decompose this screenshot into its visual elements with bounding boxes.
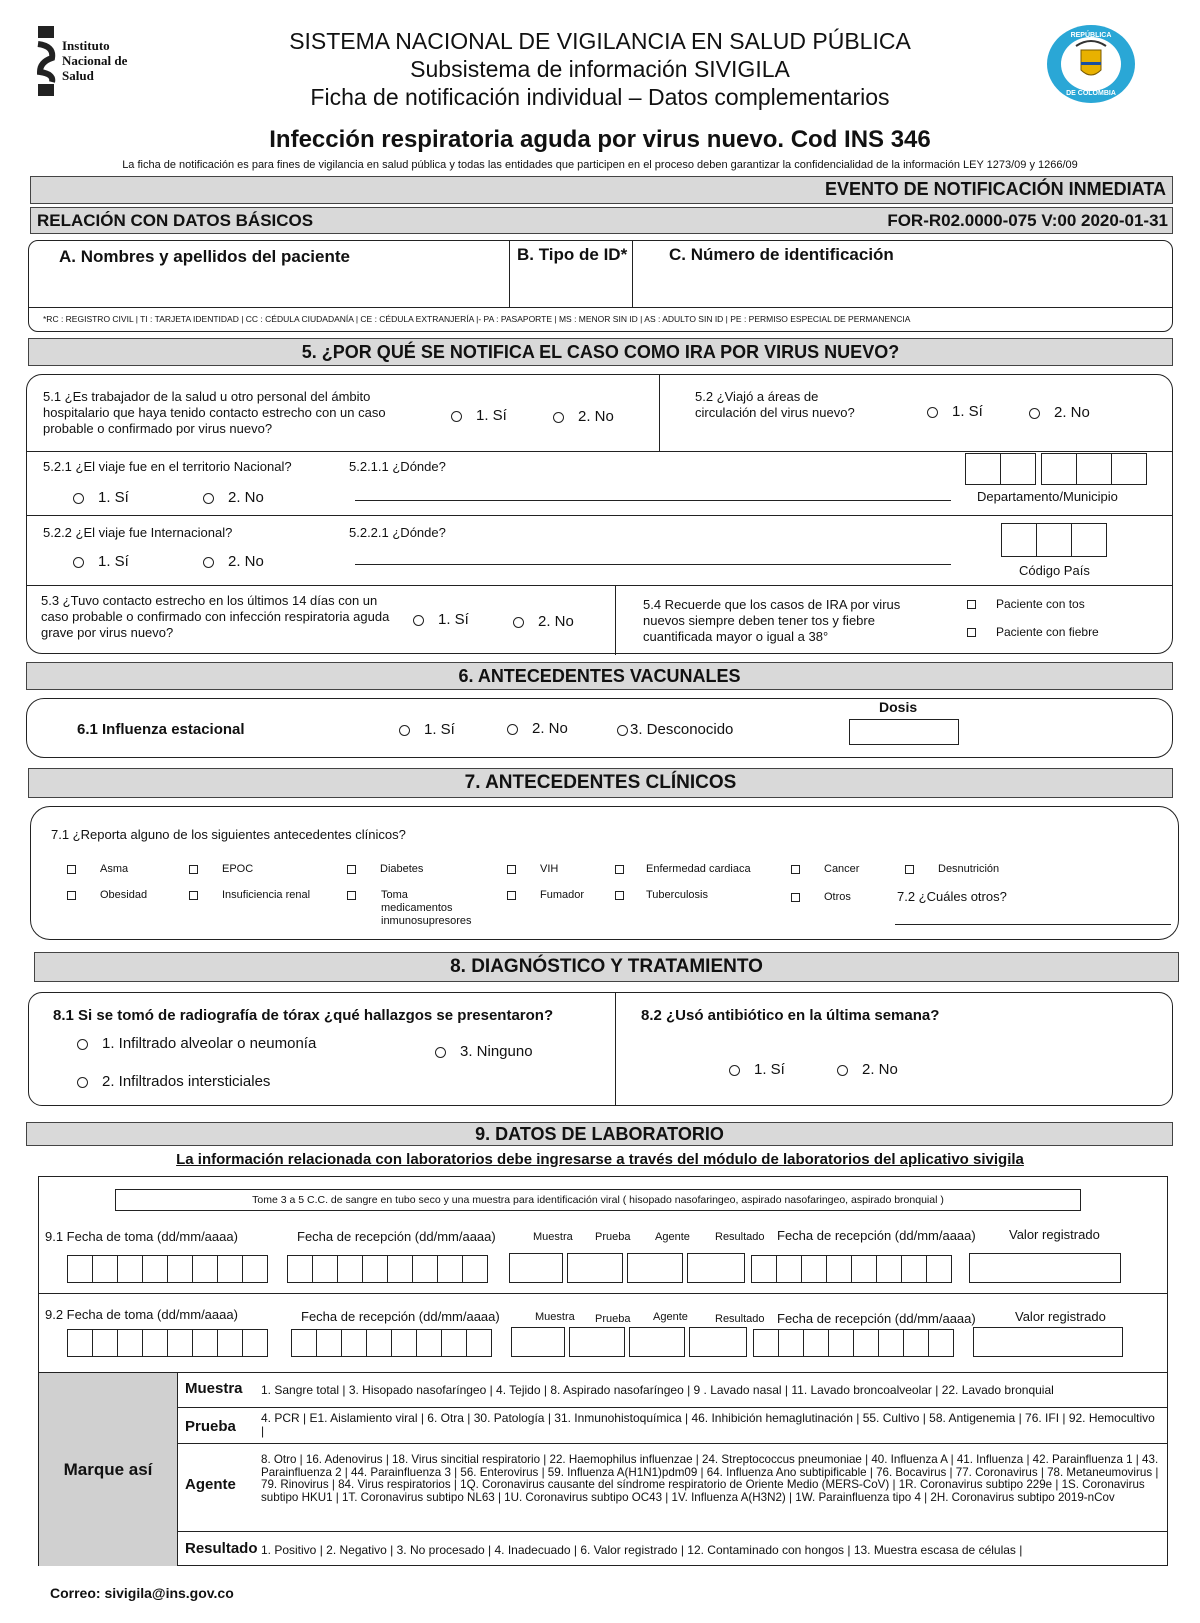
q61-text: 6.1 Influenza estacional (77, 721, 245, 738)
section5-title: 5. ¿POR QUÉ SE NOTIFICA EL CASO COMO IRA POR VIRUS NUEVO? (28, 338, 1173, 366)
legend-agente-row (177, 1444, 1167, 1532)
r2-date-field[interactable] (67, 1329, 267, 1357)
q5221-text: 5.2.2.1 ¿Dónde? (349, 525, 446, 540)
q522-text: 5.2.2 ¿El viaje fue Internacional? (43, 525, 233, 540)
q5211-field[interactable] (355, 487, 951, 501)
id-type-field[interactable] (511, 267, 629, 303)
r2-reception-field[interactable] (291, 1329, 491, 1357)
legend-resultado-row (177, 1532, 1167, 1566)
subsystem-title: Subsistema de información SIVIGILA (410, 56, 790, 82)
legend-resultado-values: 1. Positivo | 2. Negativo | 3. No procesado | 4. Inadecuado | 6. Valor registrado | 12. Contaminado con hongos | 13. Muestra escasa de células | (261, 1543, 1023, 1557)
basic-data-bar (30, 207, 1173, 234)
lab-subtitle: La información relacionada con laboratorios debe ingresarse a través del módulo de laboratorios del aplicativo sivigila (176, 1151, 1024, 1168)
q51-yes[interactable]: 1. Sí (451, 407, 507, 424)
q81-opt1[interactable]: 1. Infiltrado alveolar o neumonía (77, 1035, 316, 1052)
cb-desnutricion[interactable]: Desnutrición (905, 863, 999, 875)
r2-agent-field[interactable] (629, 1327, 685, 1357)
r2-reception2-label: Fecha de recepción (dd/mm/aaaa) (777, 1311, 976, 1326)
seal-bottom-text: DE COLOMBIA (1066, 90, 1116, 97)
fever-checkbox[interactable]: Paciente con fiebre (967, 625, 1099, 639)
patient-name-label: A. Nombres y apellidos del paciente (59, 247, 350, 266)
q72-field[interactable] (895, 911, 1171, 925)
cough-checkbox[interactable]: Paciente con tos (967, 597, 1085, 611)
r2-sample-label: Muestra (535, 1311, 575, 1323)
r2-agent-label: Agente (653, 1311, 688, 1323)
q52-yes[interactable]: 1. Sí (927, 403, 983, 420)
event-title: Infección respiratoria aguda por virus nuevo. Cod INS 346 (269, 126, 931, 153)
department-municipality-code[interactable] (965, 453, 1146, 485)
r1-sample-label: Muestra (533, 1231, 573, 1243)
r2-result-field[interactable] (689, 1327, 747, 1357)
q52-text: 5.2 ¿Viajó a áreas de circulación del virus nuevo? (695, 389, 855, 420)
r1-reception2-label: Fecha de recepción (dd/mm/aaaa) (777, 1228, 976, 1243)
section9-title: 9. DATOS DE LABORATORIO (26, 1122, 1173, 1146)
q61-unknown[interactable]: 3. Desconocido (617, 721, 733, 738)
q52-no[interactable]: 2. No (1029, 404, 1090, 421)
q51-text: 5.1 ¿Es trabajador de la salud u otro personal del ámbito hospitalario que haya tenido contacto estrecho con un caso probable o confirmado por virus nuevo? (43, 389, 386, 436)
colombia-seal (1046, 24, 1136, 104)
q61-yes[interactable]: 1. Sí (399, 721, 455, 738)
q54-text: 5.4 Recuerde que los casos de IRA por virus nuevos siempre deben tener tos y fiebre cuantificada mayor o igual a 38° (643, 597, 901, 644)
legend-prueba-label: Prueba (185, 1418, 236, 1435)
cb-renal[interactable]: Insuficiencia renal (189, 889, 310, 901)
country-code[interactable] (1001, 523, 1106, 557)
section6-title: 6. ANTECEDENTES VACUNALES (26, 662, 1173, 690)
cb-vih[interactable]: VIH (507, 863, 558, 875)
legend-title-cell (39, 1372, 177, 1566)
q81-text: 8.1 Si se tomó de radiografía de tórax ¿qué hallazgos se presentaron? (53, 1007, 554, 1024)
id-type-footnote: *RC : REGISTRO CIVIL | TI : TARJETA IDENTIDAD | CC : CÉDULA CIUDADANÍA | CE : CÉDULA EXTRANJERÍA |- PA : PASAPORTE | MS : MENOR SIN ID | AS : ADULTO SIN ID | PE : PERMISO ESPECIAL DE PERMANENCIA (43, 314, 911, 324)
r1-result-label: Resultado (715, 1231, 765, 1243)
id-type-label: B. Tipo de ID* (517, 245, 628, 264)
r1-result-field[interactable] (687, 1253, 745, 1283)
q522-yes[interactable]: 1. Sí (73, 553, 129, 570)
q53-yes[interactable]: 1. Sí (413, 611, 469, 628)
legend-muestra-row (177, 1372, 1167, 1408)
q521-yes[interactable]: 1. Sí (73, 489, 129, 506)
q53-no[interactable]: 2. No (513, 613, 574, 630)
r1-reception-label: Fecha de recepción (dd/mm/aaaa) (297, 1229, 496, 1244)
q82-no[interactable]: 2. No (837, 1061, 898, 1078)
system-title: SISTEMA NACIONAL DE VIGILANCIA EN SALUD PÚBLICA (289, 28, 911, 54)
r1-date-field[interactable] (67, 1255, 267, 1283)
patient-name-field[interactable] (29, 267, 509, 301)
event-type-bar (30, 176, 1173, 204)
ins-logo-icon (36, 26, 56, 96)
legend-muestra-values: 1. Sangre total | 3. Hisopado nasofaríngeo | 4. Tejido | 8. Aspirado nasofaríngeo | 9 . Lavado nasal | 11. Lavado broncoalveolar | 22. Lavado bronquial (261, 1383, 1054, 1397)
section7-title: 7. ANTECEDENTES CLÍNICOS (28, 768, 1173, 798)
basic-data-title: RELACIÓN CON DATOS BÁSICOS (37, 211, 314, 230)
q81-opt3[interactable]: 3. Ninguno (435, 1043, 533, 1060)
confidentiality-notice: La ficha de notificación es para fines de vigilancia en salud pública y todas las entidades que participen en el proceso deben garantizar la confidencialidad de la información LEY 1273/09 y 1266/09 (122, 159, 1078, 171)
r2-date-label: 9.2 Fecha de toma (dd/mm/aaaa) (45, 1307, 238, 1322)
legend-agente-label: Agente (185, 1476, 236, 1493)
legend-title: Marque así (63, 1460, 153, 1479)
r2-reception-label: Fecha de recepción (dd/mm/aaaa) (301, 1309, 500, 1324)
id-number-label: C. Número de identificación (669, 245, 894, 264)
r2-value-field[interactable] (973, 1327, 1123, 1357)
form-code: FOR-R02.0000-075 V:00 2020-01-31 (887, 211, 1168, 230)
q82-text: 8.2 ¿Usó antibiótico en la última semana? (641, 1007, 940, 1024)
event-type: EVENTO DE NOTIFICACIÓN INMEDIATA (824, 179, 1166, 199)
cb-epoc[interactable]: EPOC (189, 863, 253, 875)
r2-sample-field[interactable] (511, 1327, 565, 1357)
cb-asma[interactable]: Asma (67, 863, 128, 875)
dept-label: Departamento/Municipio (977, 489, 1118, 504)
q53-text: 5.3 ¿Tuvo contacto estrecho en los últimos 14 días con un caso probable o confirmado con infección respiratoria aguda grave por virus nuevo? (41, 593, 390, 640)
legend-prueba-values: 4. PCR | E1. Aislamiento viral | 6. Otra | 30. Patología | 31. Inmunohistoquímica | 46. Inhibición hemaglutinación | 55. Cultivo | 58. Antigenemia | 76. IFI | 92. Hemocultivo | (261, 1411, 1155, 1438)
section8-title: 8. DIAGNÓSTICO Y TRATAMIENTO (34, 952, 1179, 982)
r1-reception-field[interactable] (287, 1255, 487, 1283)
dose-label: Dosis (879, 699, 918, 715)
seal-top-text: REPÚBLICA (1070, 32, 1112, 39)
section7-box (30, 806, 1179, 940)
id-number-field[interactable] (635, 267, 1165, 303)
cb-fumador[interactable]: Fumador (507, 889, 584, 901)
r1-value-field[interactable] (969, 1253, 1121, 1283)
r2-test-label: Prueba (595, 1313, 631, 1325)
r1-date-label: 9.1 Fecha de toma (dd/mm/aaaa) (45, 1229, 238, 1244)
q521-no[interactable]: 2. No (203, 489, 264, 506)
cb-inmunosupresores[interactable]: Toma medicamentos inmunosupresores (347, 889, 477, 928)
r1-reception2-field[interactable] (751, 1255, 951, 1283)
section5-box (26, 374, 1173, 654)
r1-value-label: Valor registrado (1009, 1227, 1100, 1242)
q521-text: 5.2.1 ¿El viaje fue en el territorio Nacional? (43, 459, 292, 474)
legend-muestra-label: Muestra (185, 1380, 243, 1397)
basic-data-box (28, 240, 1173, 332)
r2-reception2-field[interactable] (753, 1329, 953, 1357)
cb-cardiac[interactable]: Enfermedad cardiaca (615, 863, 751, 875)
legend-prueba-row (177, 1408, 1167, 1444)
r1-sample-field[interactable] (509, 1253, 563, 1283)
q522-no[interactable]: 2. No (203, 553, 264, 570)
q81-opt2[interactable]: 2. Infiltrados intersticiales (77, 1073, 270, 1090)
cb-obesidad[interactable]: Obesidad (67, 889, 147, 901)
q5211-text: 5.2.1.1 ¿Dónde? (349, 459, 446, 474)
footer-email: Correo: sivigila@ins.gov.co (50, 1585, 234, 1601)
cb-cancer[interactable]: Cancer (791, 863, 859, 875)
country-label: Código País (1019, 563, 1090, 578)
section8-box (28, 992, 1173, 1106)
institution-name: Instituto Nacional de Salud (62, 38, 128, 83)
cb-otros[interactable]: Otros (791, 891, 851, 903)
q5221-field[interactable] (355, 551, 951, 565)
lab-instruction: Tome 3 a 5 C.C. de sangre en tubo seco y una muestra para identificación viral ( hisopado nasofaringeo, aspirado nasofaringeo, aspirado bronquial ) (115, 1189, 1081, 1211)
r2-test-field[interactable] (569, 1327, 625, 1357)
q51-no[interactable]: 2. No (553, 408, 614, 425)
r1-test-field[interactable] (567, 1253, 623, 1283)
section6-box (26, 698, 1173, 758)
cb-diabetes[interactable]: Diabetes (347, 863, 423, 875)
cb-tuberculosis[interactable]: Tuberculosis (615, 889, 708, 901)
ins-logo (36, 26, 166, 98)
q82-yes[interactable]: 1. Sí (729, 1061, 785, 1078)
legend-resultado-label: Resultado (185, 1540, 258, 1557)
dose-field[interactable] (849, 719, 959, 745)
q72-text: 7.2 ¿Cuáles otros? (897, 889, 1007, 904)
legend-agente-values: 8. Otro | 16. Adenovirus | 18. Virus sincitial respiratorio | 22. Haemophilus influenzae | 24. Streptococcus pneumoniae | 40. Influenza A | 41. Influenza | 42. Parainfluenza 1 | 43. Parainfluenza 2 | 44. Parainfluenza 3 | 56. Enterovirus | 59. Influenza A(H1N1)pdm09 | 64. Influenza Ano subtipificable | 76. Bocavirus | 77. Coronavirus | 78. Metaneumovirus | 79. Rinovirus | 84. Virus respiratorios | 1Q. Coronavirus causante del síndrome respiratorio de Oriente Medio (MERS-CoV) | 1R. Coronavirus subtipo 229e | 1S. Coronavirus subtipo HKU1 | 1T. Coronavirus subtipo NL63 | 1U. Coronavirus subtipo OC43 | 1V. Influenza A(H3N2) | 1W. Parainfluenza tipo 4 | 2H. Coronavirus subtipo 2019-nCov (261, 1453, 1159, 1504)
r1-agent-field[interactable] (627, 1253, 683, 1283)
q61-no[interactable]: 2. No (507, 720, 568, 737)
r2-value-label: Valor registrado (1015, 1309, 1106, 1324)
r1-test-label: Prueba (595, 1231, 631, 1243)
r1-agent-label: Agente (655, 1231, 690, 1243)
form-title: Ficha de notificación individual – Datos complementarios (310, 84, 890, 110)
r2-result-label: Resultado (715, 1313, 765, 1325)
q71-text: 7.1 ¿Reporta alguno de los siguientes antecedentes clínicos? (51, 827, 406, 842)
lab-frame (38, 1176, 1168, 1566)
